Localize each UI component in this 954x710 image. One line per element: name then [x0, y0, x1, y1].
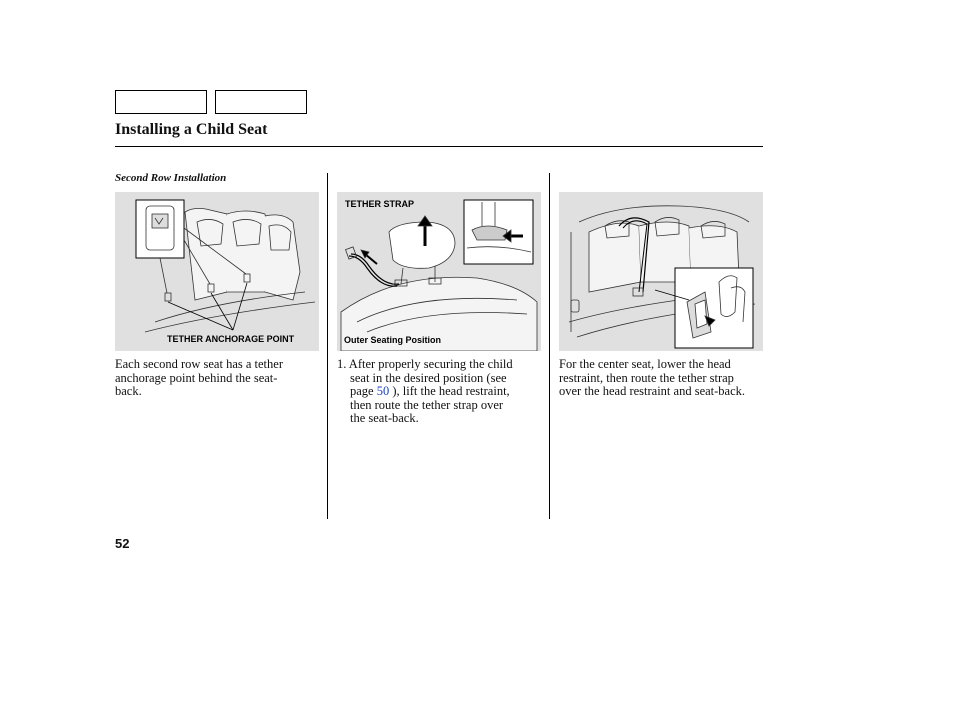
left-text-line: anchorage point behind the seat-	[115, 370, 278, 385]
right-text-line: restraint, then route the tether strap	[559, 370, 734, 385]
column-divider-1	[327, 173, 328, 519]
left-column-text	[115, 358, 283, 399]
tether-strap-label: TETHER STRAP	[345, 199, 415, 209]
right-text-line: over the head restraint and seat-back.	[559, 384, 746, 398]
tether-anchorage-illustration	[115, 192, 319, 351]
step-1-line-with-link	[337, 385, 513, 399]
page-number: 52	[115, 536, 130, 551]
right-column-text	[559, 358, 745, 399]
page-ref-suffix: ), lift the head restraint,	[389, 384, 510, 398]
step-1-line: 1. After properly securing the child	[337, 357, 513, 371]
center-seat-drawing	[559, 192, 763, 351]
right-text-line: For the center seat, lower the head	[559, 357, 731, 371]
title-rule	[115, 146, 763, 147]
tether-anchorage-label: TETHER ANCHORAGE POINT	[167, 334, 295, 344]
head-restraint-drawing	[337, 192, 541, 351]
section-heading: Second Row Installation	[115, 172, 227, 184]
column-divider-2	[549, 173, 550, 519]
page-ref-prefix: page	[350, 384, 377, 398]
step-1-line: then route the tether strap over	[350, 397, 504, 412]
page-title: Installing a Child Seat	[115, 121, 268, 138]
left-text-line: back.	[115, 384, 142, 398]
tether-strap-illustration	[337, 192, 541, 351]
nav-tab-box-1[interactable]	[115, 90, 207, 114]
middle-column-text	[337, 358, 513, 426]
page-reference-link[interactable]: 50	[376, 384, 390, 398]
step-1-line: the seat-back.	[350, 411, 419, 425]
left-text-line: Each second row seat has a tether	[115, 357, 283, 371]
seat-back-drawing	[115, 192, 319, 351]
nav-tab-box-2[interactable]	[215, 90, 307, 114]
center-seat-illustration	[559, 192, 763, 351]
outer-seating-position-label: Outer Seating Position	[344, 335, 442, 345]
step-1-line: seat in the desired position (see	[350, 370, 507, 385]
